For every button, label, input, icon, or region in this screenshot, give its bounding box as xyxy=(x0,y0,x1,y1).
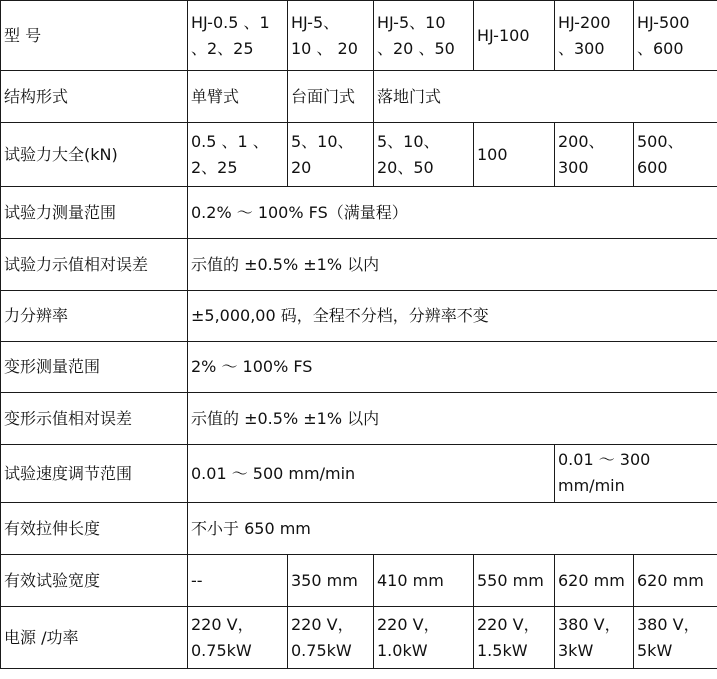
power-cell: 220 V， 0.75kW xyxy=(188,607,288,669)
force-range-value: 0.2% ～ 100% FS（满量程） xyxy=(188,187,717,239)
deform-error-value: 示值的 ±0.5% ±1% 以内 xyxy=(188,393,717,445)
width-cell: 550 mm xyxy=(474,555,555,607)
structure-label: 结构形式 xyxy=(1,71,188,123)
stretch-label: 有效拉伸长度 xyxy=(1,503,188,555)
row-stretch xyxy=(1,503,717,555)
width-cell: 620 mm xyxy=(634,555,717,607)
resolution-value: ±5,000,00 码，全程不分档，分辨率不变 xyxy=(188,291,717,342)
width-label: 有效试验宽度 xyxy=(1,555,188,607)
force-capacity-cell: 500、 600 xyxy=(634,123,717,187)
row-deform-error xyxy=(1,393,717,445)
deform-error-label: 变形示值相对误差 xyxy=(1,393,188,445)
model-label: 型 号 xyxy=(1,1,188,71)
structure-cell: 台面门式 xyxy=(288,71,374,123)
speed-label: 试验速度调节范围 xyxy=(1,445,188,503)
width-cell: 410 mm xyxy=(374,555,474,607)
force-range-label: 试验力测量范围 xyxy=(1,187,188,239)
speed-value-a: 0.01 ～ 500 mm/min xyxy=(188,445,555,503)
force-capacity-cell: 0.5 、1 、 2、25 xyxy=(188,123,288,187)
width-cell: -- xyxy=(188,555,288,607)
width-cell: 350 mm xyxy=(288,555,374,607)
force-capacity-cell: 5、10、 20、50 xyxy=(374,123,474,187)
stretch-value: 不小于 650 mm xyxy=(188,503,717,555)
row-resolution xyxy=(1,291,717,342)
power-cell: 220 V， 0.75kW xyxy=(288,607,374,669)
row-power xyxy=(1,607,717,669)
model-cell: HJ-500 、600 xyxy=(634,1,717,71)
row-force-capacity xyxy=(1,123,717,187)
deform-range-label: 变形测量范围 xyxy=(1,342,188,393)
force-capacity-label: 试验力大全(kN) xyxy=(1,123,188,187)
structure-cell: 单臂式 xyxy=(188,71,288,123)
power-cell: 380 V， 5kW xyxy=(634,607,717,669)
force-capacity-cell: 5、10、 20 xyxy=(288,123,374,187)
model-cell: HJ-0.5 、1 、2、25 xyxy=(188,1,288,71)
row-model xyxy=(1,1,717,71)
power-cell: 380 V， 3kW xyxy=(555,607,634,669)
force-capacity-cell: 200、 300 xyxy=(555,123,634,187)
row-deform-range xyxy=(1,342,717,393)
force-error-value: 示值的 ±0.5% ±1% 以内 xyxy=(188,239,717,291)
row-width xyxy=(1,555,717,607)
force-error-label: 试验力示值相对误差 xyxy=(1,239,188,291)
structure-cell: 落地门式 xyxy=(374,71,717,123)
row-structure xyxy=(1,71,717,123)
power-cell: 220 V， 1.5kW xyxy=(474,607,555,669)
model-cell: HJ-5、 10 、 20 xyxy=(288,1,374,71)
power-cell: 220 V， 1.0kW xyxy=(374,607,474,669)
row-force-error xyxy=(1,239,717,291)
power-label: 电源 /功率 xyxy=(1,607,188,669)
force-capacity-cell: 100 xyxy=(474,123,555,187)
speed-value-b: 0.01 ～ 300 mm/min xyxy=(555,445,717,503)
row-force-range xyxy=(1,187,717,239)
model-cell: HJ-100 xyxy=(474,1,555,71)
deform-range-value: 2% ～ 100% FS xyxy=(188,342,717,393)
model-cell: HJ-200 、300 xyxy=(555,1,634,71)
row-speed xyxy=(1,445,717,503)
width-cell: 620 mm xyxy=(555,555,634,607)
model-cell: HJ-5、10 、20 、50 xyxy=(374,1,474,71)
resolution-label: 力分辨率 xyxy=(1,291,188,342)
